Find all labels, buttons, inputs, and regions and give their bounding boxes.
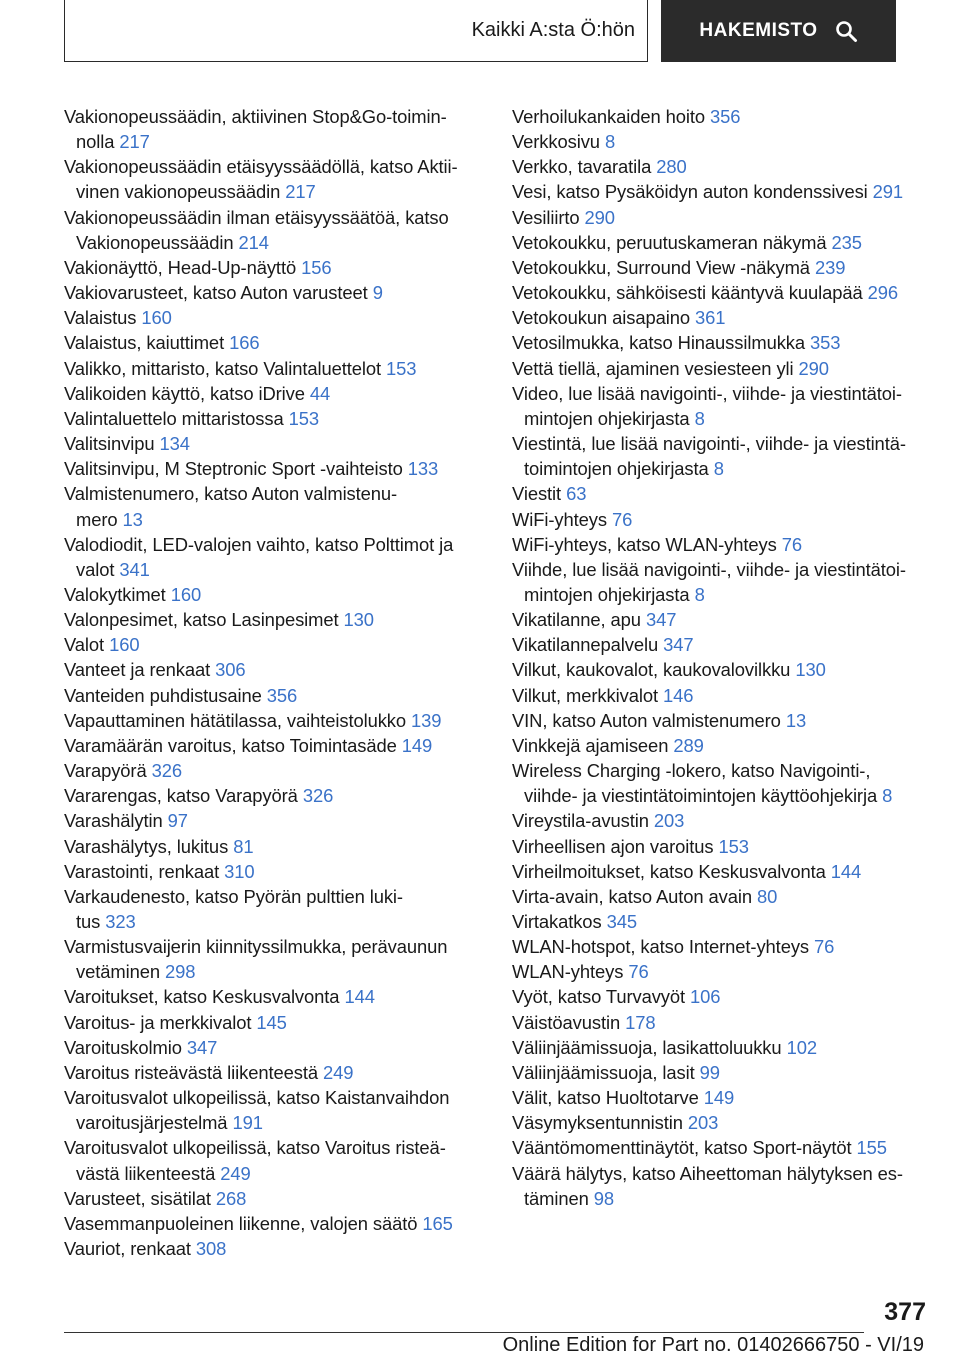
index-entry (512, 381, 932, 431)
index-entry (512, 632, 932, 657)
index-entry-text: viihde- ja viestintätoimintojen käyttöohjekirja (524, 785, 878, 807)
index-entry-text: Vesiliirto (512, 206, 580, 228)
index-entry-text: Vetokoukku, Surround View -näkymä (512, 256, 810, 278)
page-link[interactable]: 203 (653, 810, 685, 832)
index-entry-text: WiFi-yhteys (512, 508, 607, 530)
page-link[interactable]: 290 (798, 357, 829, 379)
index-entry (64, 783, 484, 808)
index-entry (64, 984, 484, 1009)
page-link[interactable]: 291 (872, 181, 904, 203)
page-link[interactable]: 76 (628, 961, 649, 983)
index-entry-text: Valitsinvipu (64, 433, 155, 455)
index-entry (512, 834, 932, 859)
page-link[interactable]: 8 (713, 458, 724, 480)
page-link[interactable]: 166 (229, 332, 260, 354)
page-link[interactable]: 347 (186, 1036, 218, 1058)
page-link[interactable]: 165 (422, 1212, 453, 1234)
index-entry (512, 733, 932, 758)
page-link[interactable]: 235 (831, 231, 862, 253)
tab-index[interactable] (661, 0, 896, 62)
footer-edition: Online Edition for Part no. 01402666750 - VI/19 (502, 1334, 924, 1356)
index-entry (64, 859, 484, 884)
index-entry-text: varoitusjärjestelmä (76, 1112, 228, 1134)
index-entry-text: Vauriot, renkaat (64, 1238, 191, 1260)
index-entry-text: Virheilmoitukset, katso Keskusvalvonta (512, 860, 826, 882)
index-entry (512, 230, 932, 255)
page-link[interactable]: 8 (882, 785, 893, 807)
index-entry (64, 532, 484, 582)
index-entry (64, 456, 484, 481)
page-link[interactable]: 308 (195, 1238, 227, 1260)
page-link[interactable]: 326 (151, 760, 182, 782)
index-entry (512, 280, 932, 305)
index-entry (512, 356, 932, 381)
index-entry (512, 532, 932, 557)
page-link[interactable]: 76 (781, 533, 803, 555)
index-entry (64, 330, 484, 355)
index-entry-text: Valikoiden käyttö, katso iDrive (64, 382, 305, 404)
index-entry-text: Valodiodit, LED-valojen vaihto, katso Polttimot ja (64, 533, 454, 555)
index-entry-text: Virheellisen ajon varoitus (512, 835, 714, 857)
index-entry (64, 934, 484, 984)
index-entry-text: Viestit (512, 483, 562, 505)
page-link[interactable]: 345 (606, 911, 637, 932)
index-entry-text: VIN, katso Auton valmistenumero (512, 709, 781, 731)
index-entry-text: Wireless Charging -lokero, katso Navigointi-, (512, 760, 871, 782)
page-link[interactable]: 326 (302, 785, 334, 807)
index-column-left (64, 104, 484, 1261)
index-entry-text: Vakionopeussäädin, aktiivinen Stop&Go-toimin- (64, 106, 447, 127)
index-entry-text: Vapauttaminen hätätilassa, vaihteistolukko (64, 709, 407, 731)
page-link[interactable]: 76 (814, 936, 835, 958)
page-link[interactable]: 133 (407, 458, 439, 480)
index-entry-text: Väärä hälytys, katso Aiheettoman hälytyksen es- (512, 1162, 903, 1184)
index-entry (512, 607, 932, 632)
index-entry (512, 330, 932, 355)
page-link[interactable]: 347 (663, 634, 694, 656)
page-link[interactable]: 130 (795, 659, 826, 681)
page-link[interactable]: 144 (344, 986, 375, 1008)
page-link[interactable]: 145 (256, 1011, 287, 1033)
index-entry-text: Verkko, tavaratila (512, 156, 652, 178)
index-entry (64, 683, 484, 708)
index-entry (64, 154, 484, 204)
index-entry (64, 607, 484, 632)
index-entry (64, 104, 484, 154)
page-link[interactable]: 356 (266, 684, 298, 706)
index-entry-text: Valmistenumero, katso Auton valmistenu- (64, 483, 398, 505)
index-entry-text: Varastointi, renkaat (64, 860, 220, 882)
index-entry-text: Vakionopeussäädin etäisyyssäädöllä, katso Aktii- (64, 156, 458, 178)
page-link[interactable]: 8 (604, 131, 616, 153)
index-entry (512, 984, 932, 1009)
index-entry-text: Varkaudenesto, katso Pyörän pulttien luki- (64, 885, 403, 907)
index-entry (512, 708, 932, 733)
index-entry (64, 582, 484, 607)
index-entry-text: Valot (64, 634, 105, 656)
page-link[interactable]: 298 (164, 961, 196, 983)
index-entry-text: Välit, katso Huoltotarve (512, 1087, 699, 1109)
index-entry-text: Valonpesimet, katso Lasinpesimet (64, 609, 339, 631)
index-entry-text: Varoitukset, katso Keskusvalvonta (64, 986, 340, 1008)
index-entry-text: Väsymyksentunnistin (512, 1112, 683, 1134)
page-link[interactable]: 8 (694, 407, 705, 429)
index-entry (64, 356, 484, 381)
index-entry-text: Vetokoukun aisapaino (512, 307, 690, 329)
page-link[interactable]: 106 (690, 986, 721, 1008)
page-link[interactable]: 8 (694, 583, 705, 605)
index-entry-text: Valaistus, kaiuttimet (64, 332, 225, 354)
tab-a-to-z[interactable] (64, 0, 648, 62)
index-entry-text: Valikko, mittaristo, katso Valintaluettelot (64, 357, 381, 379)
page-link[interactable]: 97 (167, 810, 188, 832)
index-entry-text: tus (76, 911, 101, 932)
page-link[interactable]: 102 (786, 1036, 817, 1058)
page-link[interactable]: 214 (238, 231, 269, 253)
page-link[interactable]: 80 (757, 885, 778, 907)
page-link[interactable]: 203 (687, 1112, 719, 1134)
index-entry-text: valot (76, 558, 115, 580)
index-entry (512, 104, 932, 129)
index-entry-text: Vyöt, katso Turvavyöt (512, 986, 686, 1008)
index-entry-text: Varoitusvalot ulkopeilissä, katso Varoitus risteä- (64, 1137, 446, 1159)
index-entry-text: Varoituskolmio (64, 1036, 182, 1058)
index-entry-text: Vakionopeussäädin ilman etäisyyssäätöä, katso (64, 206, 449, 228)
index-entry-text: Virta-avain, katso Auton avain (512, 885, 752, 907)
page-number: 377 (884, 1298, 926, 1326)
page-link[interactable]: 76 (611, 508, 633, 530)
index-entry-text: Varashälytys, lukitus (64, 835, 229, 857)
index-entry-text: Vikatilannepalvelu (512, 634, 659, 656)
page-link[interactable]: 98 (593, 1187, 615, 1209)
index-column-right (512, 104, 932, 1211)
index-entry-text: Varmistusvaijerin kiinnityssilmukka, perävaunun (64, 936, 448, 958)
page-link[interactable]: 155 (856, 1137, 887, 1159)
index-entry (64, 758, 484, 783)
page-link[interactable]: 156 (301, 256, 332, 278)
page-link[interactable]: 146 (662, 684, 694, 706)
index-entry (64, 205, 484, 255)
index-entry-text: Valokytkimet (64, 583, 166, 605)
index-entry-text: Vettä tiellä, ajaminen vesiesteen yli (512, 357, 794, 379)
index-entry-text: mintojen ohjekirjasta (524, 583, 690, 605)
index-entry (64, 834, 484, 859)
index-entry-text: Vääntömomenttinäytöt, katso Sport-näytöt (512, 1137, 852, 1159)
index-entry (512, 205, 932, 230)
index-entry (64, 657, 484, 682)
index-entry (512, 507, 932, 532)
index-entry (512, 129, 932, 154)
index-entry (512, 859, 932, 884)
index-entry (512, 758, 932, 808)
page-link[interactable]: 191 (232, 1112, 263, 1134)
index-entry (64, 1236, 484, 1261)
page-link[interactable]: 268 (215, 1187, 247, 1209)
page-link[interactable]: 178 (625, 1011, 656, 1033)
index-entry (64, 481, 484, 531)
index-entry (512, 657, 932, 682)
index-entry-text: mero (76, 508, 118, 530)
page-link[interactable]: 160 (109, 634, 140, 656)
page-link[interactable]: 149 (401, 734, 433, 756)
footer-divider (64, 1332, 864, 1333)
index-entry-text: Varamäärän varoitus, katso Toimintasäde (64, 734, 397, 756)
page-link[interactable]: 130 (343, 609, 374, 631)
index-entry-text: Video, lue lisää navigointi-, viihde- ja viestintätoi- (512, 382, 902, 404)
index-entry (64, 431, 484, 456)
index-entry-text: WLAN-hotspot, katso Internet-yhteys (512, 936, 810, 958)
index-entry-text: Valaistus (64, 307, 137, 329)
index-entry-text: Vetokoukku, sähköisesti kääntyvä kuulapää (512, 282, 863, 304)
page-link[interactable]: 341 (119, 558, 150, 580)
page-link[interactable]: 356 (710, 106, 741, 127)
tab-a-to-z-label: Kaikki A:sta Ö:hön (471, 19, 635, 41)
search-icon[interactable] (834, 19, 858, 43)
page-link[interactable]: 280 (656, 156, 687, 178)
index-entry (512, 1085, 932, 1110)
index-entry (64, 406, 484, 431)
index-entry-text: Varapyörä (64, 760, 147, 782)
index-entry (64, 1135, 484, 1185)
index-entry-text: Varoitus- ja merkkivalot (64, 1011, 252, 1033)
index-entry (64, 1060, 484, 1085)
index-entry-text: mintojen ohjekirjasta (524, 407, 690, 429)
index-entry (512, 884, 932, 909)
index-entry (64, 733, 484, 758)
index-entry (512, 481, 932, 506)
index-entry-text: Vilkut, kaukovalot, kaukovalovilkku (512, 659, 791, 681)
index-entry (512, 431, 932, 481)
index-entry-text: Väliinjäämissuoja, lasikattoluukku (512, 1036, 782, 1058)
index-entry-text: Vanteet ja renkaat (64, 659, 211, 681)
index-entry-text: Varusteet, sisätilat (64, 1187, 211, 1209)
index-entry-text: Verhoilukankaiden hoito (512, 106, 705, 127)
page-link[interactable]: 249 (322, 1061, 354, 1083)
index-entry-text: Vilkut, merkkivalot (512, 684, 658, 706)
index-entry (512, 683, 932, 708)
page-link[interactable]: 44 (309, 382, 331, 404)
page-link[interactable]: 153 (718, 835, 749, 857)
index-entry-text: vetäminen (76, 961, 160, 983)
page-link[interactable]: 323 (105, 911, 136, 932)
index-entry (512, 255, 932, 280)
index-entry (64, 381, 484, 406)
index-entry (512, 909, 932, 934)
index-entry (512, 1035, 932, 1060)
page-link[interactable]: 310 (224, 860, 255, 882)
index-entry-text: Varashälytin (64, 810, 163, 832)
index-entry-text: WiFi-yhteys, katso WLAN-yhteys (512, 533, 777, 555)
index-entry-text: Viestintä, lue lisää navigointi-, viihde- ja viestintä- (512, 433, 906, 455)
page-link[interactable]: 13 (785, 709, 807, 731)
index-entry (512, 305, 932, 330)
index-entry (512, 179, 932, 204)
page-link[interactable]: 296 (867, 282, 899, 304)
index-entry-text: västä liikenteestä (76, 1162, 216, 1184)
index-entry (512, 1110, 932, 1135)
index-entry-text: Väistöavustin (512, 1011, 621, 1033)
page-link[interactable]: 290 (584, 206, 615, 228)
page-link[interactable]: 239 (814, 256, 846, 278)
index-entry (64, 1186, 484, 1211)
index-entry-text: Viihde, lue lisää navigointi-, viihde- ja viestintätoi- (512, 558, 906, 580)
index-entry-text: Vakionäyttö, Head-Up-näyttö (64, 256, 297, 278)
page-link[interactable]: 160 (170, 583, 202, 605)
index-entry (512, 959, 932, 984)
page-link[interactable]: 160 (141, 307, 172, 329)
index-entry-text: Valitsinvipu, M Steptronic Sport -vaihteisto (64, 458, 403, 480)
index-entry-text: Vanteiden puhdistusaine (64, 684, 262, 706)
page-link[interactable]: 249 (220, 1162, 251, 1184)
index-entry-text: Varoitusvalot ulkopeilissä, katso Kaistanvaihdon (64, 1087, 450, 1109)
index-entry (512, 1010, 932, 1035)
index-entry (512, 154, 932, 179)
tab-index-label: HAKEMISTO (699, 20, 818, 41)
index-entry (64, 1035, 484, 1060)
page-link[interactable]: 81 (233, 835, 254, 857)
index-entry-text: Vararengas, katso Varapyörä (64, 785, 298, 807)
index-entry-text: Verkkosivu (512, 131, 600, 153)
index-entry-text: Väliinjäämissuoja, lasit (512, 1061, 695, 1083)
index-entry (64, 808, 484, 833)
page-link[interactable]: 144 (830, 860, 862, 882)
index-entry (64, 1010, 484, 1035)
index-entry-text: Vakiovarusteet, katso Auton varusteet (64, 282, 368, 304)
page-link[interactable]: 217 (119, 131, 150, 153)
index-entry-text: WLAN-yhteys (512, 961, 624, 983)
page-link[interactable]: 134 (159, 433, 190, 455)
index-entry (512, 557, 932, 607)
page-link[interactable]: 99 (699, 1061, 720, 1083)
index-entry-text: toimintojen ohjekirjasta (524, 458, 709, 480)
index-entry-text: Vetokoukku, peruutuskameran näkymä (512, 231, 827, 253)
index-entry (64, 632, 484, 657)
index-entry (512, 808, 932, 833)
index-entry (64, 884, 484, 934)
page-link[interactable]: 9 (372, 282, 383, 304)
index-entry (512, 1060, 932, 1085)
page-link[interactable]: 217 (285, 181, 316, 203)
index-entry-text: nolla (76, 131, 115, 153)
index-entry (64, 1085, 484, 1135)
page-link[interactable]: 153 (288, 407, 319, 429)
page-link[interactable]: 149 (703, 1087, 735, 1109)
page-link[interactable]: 139 (411, 709, 442, 731)
index-entry-text: Virtakatkos (512, 911, 602, 932)
index-entry-text: Vikatilanne, apu (512, 609, 641, 631)
index-entry-text: täminen (524, 1187, 589, 1209)
page-header (64, 0, 896, 66)
index-entry (512, 934, 932, 959)
page-link[interactable]: 347 (645, 609, 677, 631)
index-entry (64, 305, 484, 330)
page-link[interactable]: 353 (810, 332, 841, 354)
page-link[interactable]: 63 (566, 483, 587, 505)
index-entry-text: vinen vakionopeussäädin (76, 181, 281, 203)
index-entry-text: Vetosilmukka, katso Hinaussilmukka (512, 332, 806, 354)
index-entry-text: Valintaluettelo mittaristossa (64, 407, 284, 429)
index-entry (512, 1135, 932, 1160)
page-link[interactable]: 289 (673, 734, 704, 756)
index-entry (64, 708, 484, 733)
index-entry-text: Vinkkejä ajamiseen (512, 734, 669, 756)
page-link[interactable]: 361 (694, 307, 726, 329)
index-entry-text: Vakionopeussäädin (76, 231, 234, 253)
page-link[interactable]: 153 (386, 357, 417, 379)
page-link[interactable]: 306 (215, 659, 246, 681)
index-entry-text: Vesi, katso Pysäköidyn auton kondenssivesi (512, 181, 868, 203)
index-entry (64, 255, 484, 280)
index-entry (512, 1161, 932, 1211)
page-link[interactable]: 13 (122, 508, 143, 530)
index-entry-text: Vireystila-avustin (512, 810, 649, 832)
index-entry (64, 1211, 484, 1236)
index-entry-text: Vasemmanpuoleinen liikenne, valojen säätö (64, 1212, 418, 1234)
index-entry-text: Varoitus risteävästä liikenteestä (64, 1061, 318, 1083)
index-entry (64, 280, 484, 305)
